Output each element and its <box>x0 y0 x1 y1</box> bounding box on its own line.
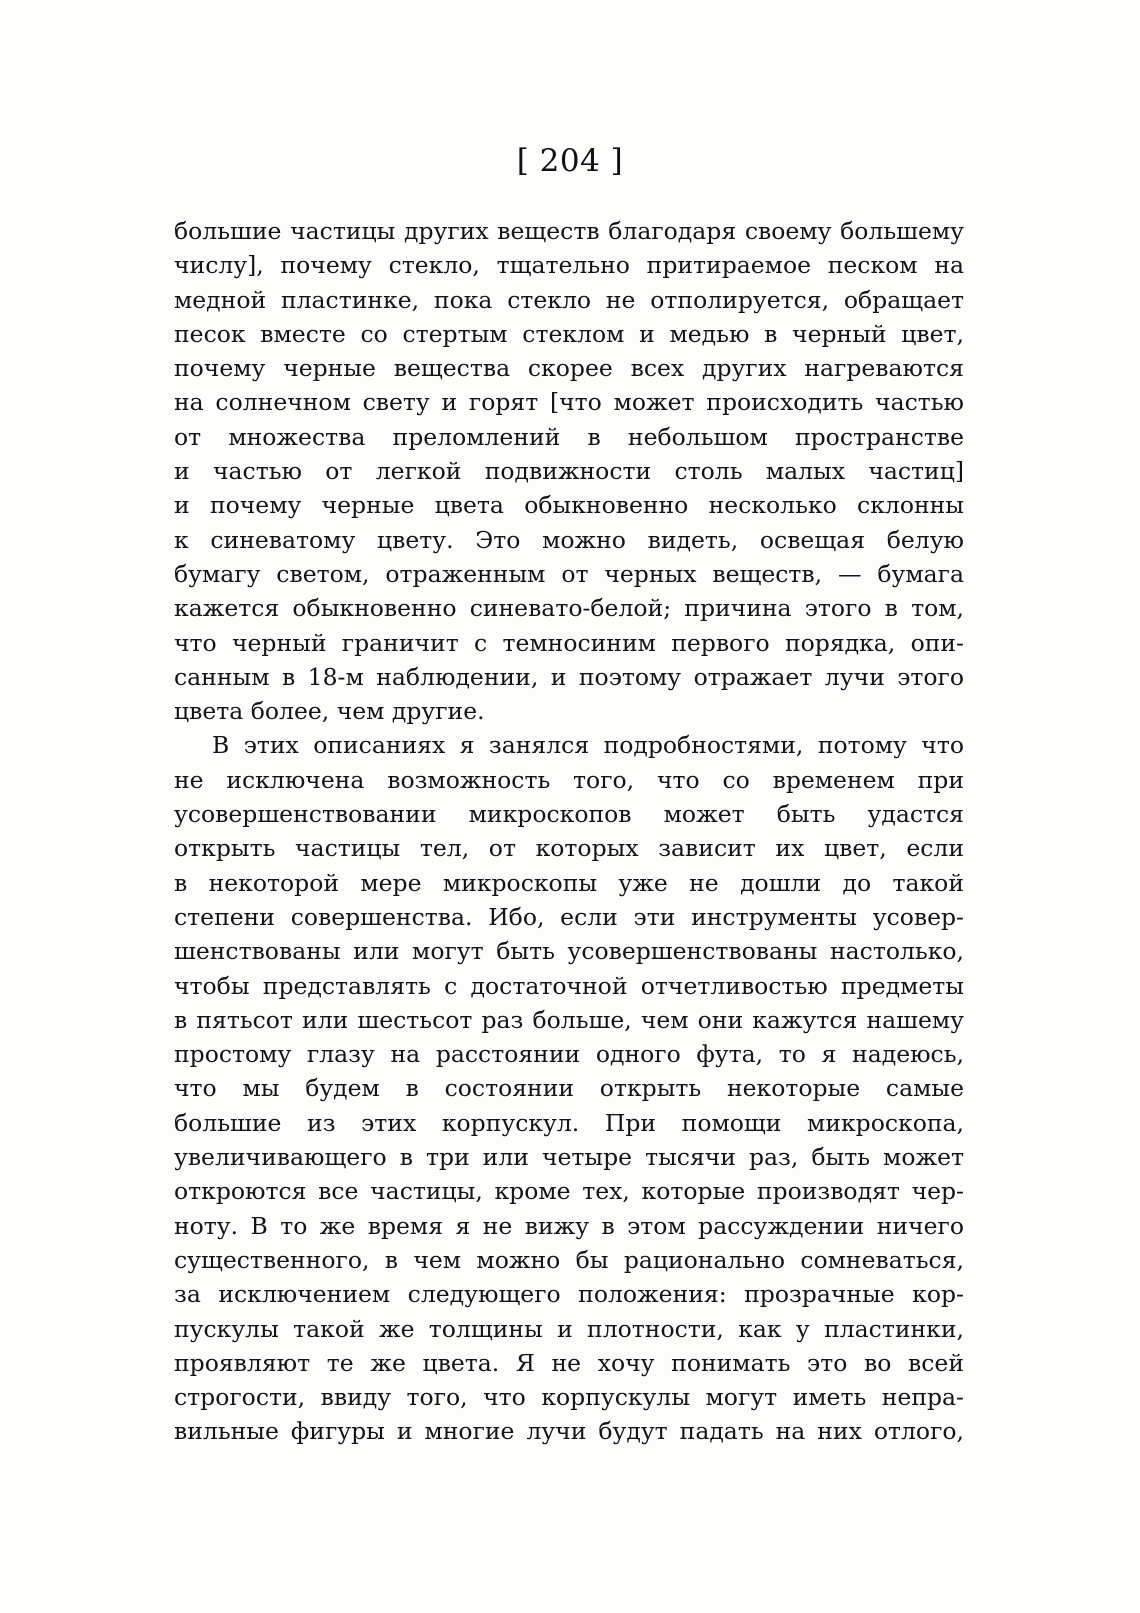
text-line: и почему черные цвета обыкновенно несколько склонны <box>174 491 964 520</box>
text-line: простому глазу на расстоянии одного фута, то я надеюсь, <box>174 1040 964 1069</box>
text-line: песок вместе со стертым стеклом и медью в черный цвет, <box>174 319 964 348</box>
text-line: почему черные вещества скорее всех других нагреваются <box>174 354 964 383</box>
text-line: числу], почему стекло, тщательно притираемое песком на <box>174 251 964 280</box>
text-line: вильные фигуры и многие лучи будут падать на них отлого, <box>174 1417 964 1446</box>
page-number: [ 204 ] <box>516 143 624 179</box>
text-line: усовершенствовании микроскопов может быть удастся <box>174 800 964 829</box>
text-line: за исключением следующего положения: прозрачные кор- <box>174 1280 964 1309</box>
text-line: шенствованы или могут быть усовершенствованы настолько, <box>174 937 964 966</box>
text-line: цвета более, чем другие. <box>174 697 485 726</box>
text-line: кажется обыкновенно синевато-белой; причина этого в том, <box>174 594 964 623</box>
text-line: проявляют те же цвета. Я не хочу понимать это во всей <box>174 1348 964 1377</box>
text-line: ноту. В то же время я не вижу в этом рассуждении ничего <box>174 1211 964 1240</box>
text-line: открыть частицы тел, от которых зависит их цвет, если <box>174 834 964 863</box>
text-line: что черный граничит с темносиним первого порядка, опи- <box>174 628 964 657</box>
text-line: и частью от легкой подвижности столь малых частиц] <box>174 457 964 486</box>
text-line: чтобы представлять с достаточной отчетливостью предметы <box>174 971 964 1000</box>
paragraph-1 <box>174 214 964 728</box>
text-line: санным в 18-м наблюдении, и поэтому отражает лучи этого <box>174 662 964 691</box>
text-line: не исключена возможность того, что со временем при <box>174 765 964 794</box>
paragraph-2 <box>174 728 964 1448</box>
text-line: степени совершенства. Ибо, если эти инструменты усовер- <box>174 902 964 931</box>
text-line: большие частицы других веществ благодаря своему большему <box>174 217 964 245</box>
text-line: что мы будем в состоянии открыть некоторые самые <box>174 1074 964 1103</box>
text-line: существенного, в чем можно бы рационально сомневаться, <box>174 1245 964 1274</box>
text-line: в некоторой мере микроскопы уже не дошли до такой <box>174 868 964 897</box>
text-line: строгости, ввиду того, что корпускулы могут иметь непра- <box>174 1383 964 1412</box>
text-line: на солнечном свету и горят [что может происходить частью <box>174 388 964 417</box>
text-line: от множества преломлений в небольшом пространстве <box>174 422 964 451</box>
text-line: увеличивающего в три или четыре тысячи раз, быть может <box>174 1143 964 1172</box>
text-line: медной пластинке, пока стекло не отполируется, обращает <box>174 285 964 314</box>
body-text <box>174 214 964 1449</box>
text-line: бумагу светом, отраженным от черных веществ, — бумага <box>174 559 964 588</box>
text-line: к синеватому цвету. Это можно видеть, освещая белую <box>174 525 964 554</box>
text-line: откроются все частицы, кроме тех, которые производят чер- <box>174 1177 964 1206</box>
text-line: в пятьсот или шестьсот раз больше, чем они кажутся нашему <box>174 1005 964 1034</box>
text-line: В этих описаниях я занялся подробностями, потому что <box>212 731 964 760</box>
text-line: пускулы такой же толщины и плотности, как у пластинки, <box>174 1314 964 1343</box>
text-line: большие из этих корпускул. При помощи микроскопа, <box>174 1108 964 1137</box>
